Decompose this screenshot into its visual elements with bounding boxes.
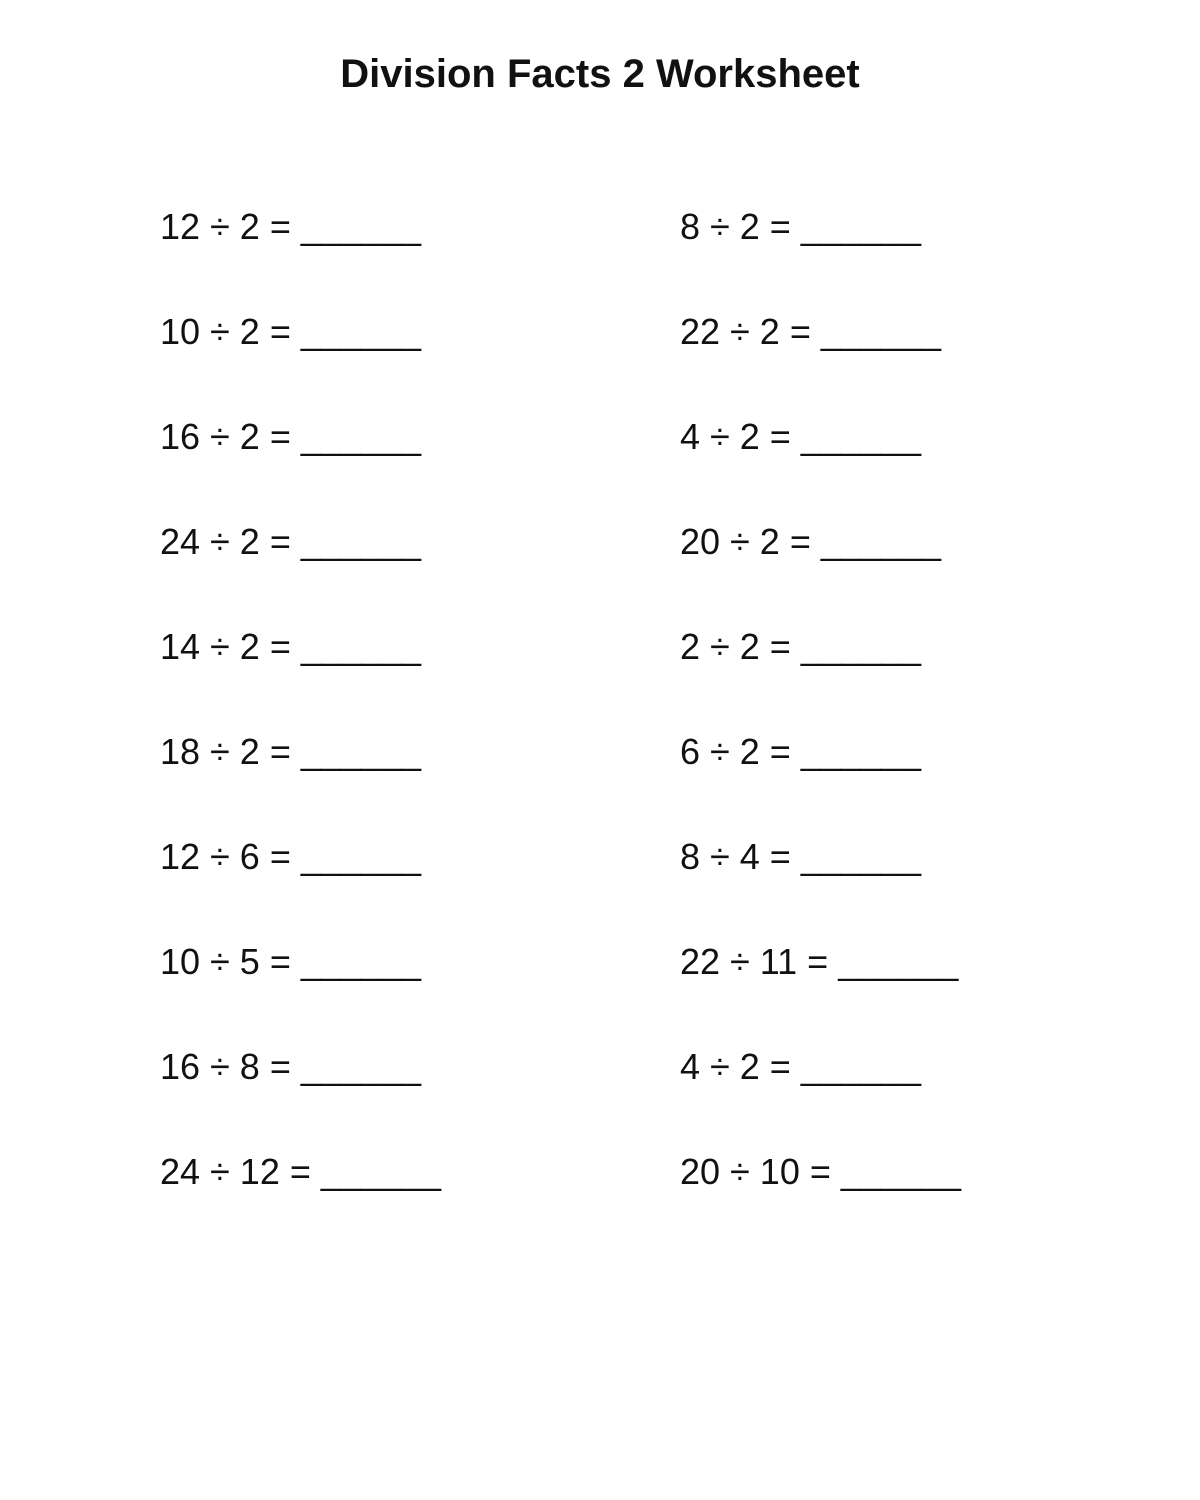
problem-grid <box>160 205 1060 1255</box>
problem-item: 14 ÷ 2 = ______ <box>160 626 421 667</box>
problem-item: 10 ÷ 5 = ______ <box>160 941 421 982</box>
problem-item: 24 ÷ 2 = ______ <box>160 521 421 562</box>
page-title: Division Facts 2 Worksheet <box>340 52 860 96</box>
problem-item: 8 ÷ 4 = ______ <box>680 836 921 877</box>
problem-item: 6 ÷ 2 = ______ <box>680 731 921 772</box>
problem-item: 22 ÷ 11 = ______ <box>680 941 959 982</box>
problem-item: 20 ÷ 2 = ______ <box>680 521 941 562</box>
problem-item: 12 ÷ 2 = ______ <box>160 206 421 247</box>
problem-item: 4 ÷ 2 = ______ <box>680 1046 921 1087</box>
problem-item: 24 ÷ 12 = ______ <box>160 1151 442 1192</box>
problem-item: 18 ÷ 2 = ______ <box>160 731 421 772</box>
problem-item: 22 ÷ 2 = ______ <box>680 311 941 352</box>
problem-item: 16 ÷ 8 = ______ <box>160 1046 421 1087</box>
problem-item: 16 ÷ 2 = ______ <box>160 416 421 457</box>
problem-item: 2 ÷ 2 = ______ <box>680 626 921 667</box>
problem-item: 4 ÷ 2 = ______ <box>680 416 921 457</box>
problem-item: 8 ÷ 2 = ______ <box>680 206 921 247</box>
problem-item: 10 ÷ 2 = ______ <box>160 311 421 352</box>
problem-item: 20 ÷ 10 = ______ <box>680 1151 962 1192</box>
problem-item: 12 ÷ 6 = ______ <box>160 836 421 877</box>
